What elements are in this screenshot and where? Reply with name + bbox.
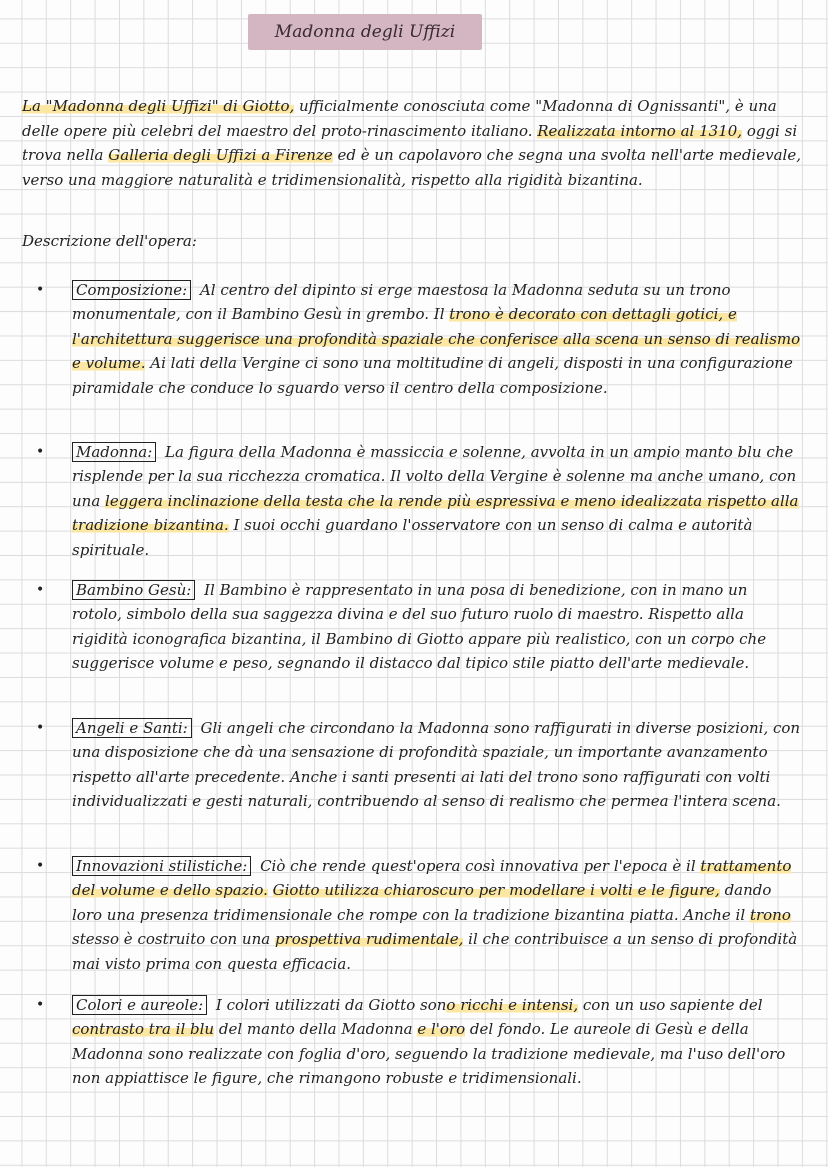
text-run: ufficialmente conosciuta come "Madonna di Ognissanti", è una delle opere più celebri del maestro del proto-rinascimento italiano. bbox=[22, 97, 777, 140]
item-label: Angeli e Santi: bbox=[72, 718, 192, 738]
bullet-icon: • bbox=[36, 720, 45, 736]
text-run: del manto della Madonna bbox=[214, 1020, 418, 1039]
highlight: La "Madonna degli Uffizi" di Giotto, bbox=[22, 97, 295, 115]
text-run: I colori utilizzati da Giotto son bbox=[211, 996, 447, 1014]
item-label: Madonna: bbox=[72, 442, 156, 462]
item-label: Composizione: bbox=[72, 280, 191, 300]
highlight: Realizzata intorno al 1310, bbox=[537, 121, 743, 140]
highlight: Galleria degli Uffizi a Firenze bbox=[108, 146, 333, 164]
text-run: Al centro del dipinto si erge maestosa la Madonna seduta su un trono monumentale, con il Bambino Gesù in grembo. Il bbox=[72, 281, 731, 324]
list-item-composizione bbox=[72, 278, 802, 400]
section-heading: Descrizione dell'opera: bbox=[22, 232, 197, 250]
text-run: oggi si trova nella bbox=[22, 121, 798, 164]
text-run: del fondo. Le aureole di Gesù e della Madonna sono realizzate con foglia d'oro, seguendo la tradizione medievale, ma l'uso dell'oro non appiattisce le figure, che rimangono robuste e tridimensionali. bbox=[72, 1020, 786, 1088]
highlight: e l'oro bbox=[417, 1020, 466, 1039]
text-run: Il Bambino è rappresentato in una posa di benedizione, con in mano un rotolo, simbolo della sua saggezza divina e del suo futuro ruolo di maestro. Rispetto alla rigidità iconografica bizantina, il Bambino di Giotto appare più realistico, con un corpo che suggerisce volume e peso, segnando il distacco dal tipico stile piatto dell'arte medievale. bbox=[72, 581, 767, 673]
highlight: trono è decorato con dettagli gotici, e l'architettura suggerisce una profondità spaziale che conferisce alla scena un senso di realismo e volume. bbox=[72, 305, 801, 373]
highlight: o ricchi e intensi, bbox=[446, 996, 579, 1014]
list-item-colori-e-aureole bbox=[72, 993, 802, 1091]
highlight: trattamento del volume e dello spazio. bbox=[72, 857, 792, 900]
text-run bbox=[268, 881, 273, 899]
text-run: La figura della Madonna è massiccia e solenne, avvolta in un ampio manto blu che risplende per la sua ricchezza cromatica. Il volto della Vergine è solenne ma anche umano, con una bbox=[72, 443, 797, 510]
list-item-bambino-gesu bbox=[72, 578, 802, 676]
intro-paragraph bbox=[22, 94, 802, 192]
highlight: prospettiva rudimentale, bbox=[274, 930, 464, 949]
bullet-icon: • bbox=[36, 582, 45, 598]
text-run: Gli angeli che circondano la Madonna sono raffigurati in diverse posizioni, con una disposizione che dà una sensazione di profondità spaziale, un importante avanzamento rispetto all'arte precedente. Anche i santi presenti ai lati del trono sono raffigurati con volti individualizzati e gesti naturali, contribuendo al senso di realismo che permea l'intera scena. bbox=[72, 719, 801, 811]
item-label: Colori e aureole: bbox=[72, 995, 207, 1015]
item-label: Bambino Gesù: bbox=[72, 580, 195, 600]
list-item-angeli-e-santi bbox=[72, 716, 802, 814]
list-item-madonna bbox=[72, 440, 802, 562]
text-run: ed è un capolavoro che segna una svolta nell'arte medievale, verso una maggiore naturalità e tridimensionalità, rispetto alla rigidità bizantina. bbox=[22, 146, 801, 189]
text-run: I suoi occhi guardano l'osservatore con un senso di calma e autorità spirituale. bbox=[72, 516, 753, 559]
text-run: Ai lati della Vergine ci sono una moltitudine di angeli, disposti in una configurazione piramidale che conduce lo sguardo verso il centro della composizione. bbox=[72, 354, 793, 397]
bullet-icon: • bbox=[36, 997, 45, 1013]
text-run: dando loro una presenza tridimensionale che rompe con la tradizione bizantina piatta. Anche il bbox=[72, 881, 772, 924]
page-title: Madonna degli Uffizi bbox=[248, 14, 482, 50]
highlight: leggera inclinazione della testa che la rende più espressiva e meno idealizzata rispetto alla tradizione bizantina. bbox=[72, 491, 799, 535]
highlight: contrasto tra il blu bbox=[72, 1020, 215, 1039]
text-run: il che contribuisce a un senso di profondità mai visto prima con questa efficacia. bbox=[72, 930, 798, 973]
item-label: Innovazioni stilistiche: bbox=[72, 856, 251, 876]
text-run: stesso è costruito con una bbox=[72, 930, 275, 949]
text-run: con un uso sapiente del bbox=[578, 996, 763, 1014]
bullet-icon: • bbox=[36, 444, 45, 460]
highlight: trono bbox=[749, 905, 791, 924]
bullet-icon: • bbox=[36, 282, 45, 298]
highlight: Giotto utilizza chiaroscuro per modellare i volti e le figure, bbox=[272, 881, 720, 900]
bullet-icon: • bbox=[36, 858, 45, 874]
list-item-innovazioni-stilistiche bbox=[72, 854, 802, 976]
text-run: Ciò che rende quest'opera così innovativa per l'epoca è il bbox=[255, 857, 701, 875]
